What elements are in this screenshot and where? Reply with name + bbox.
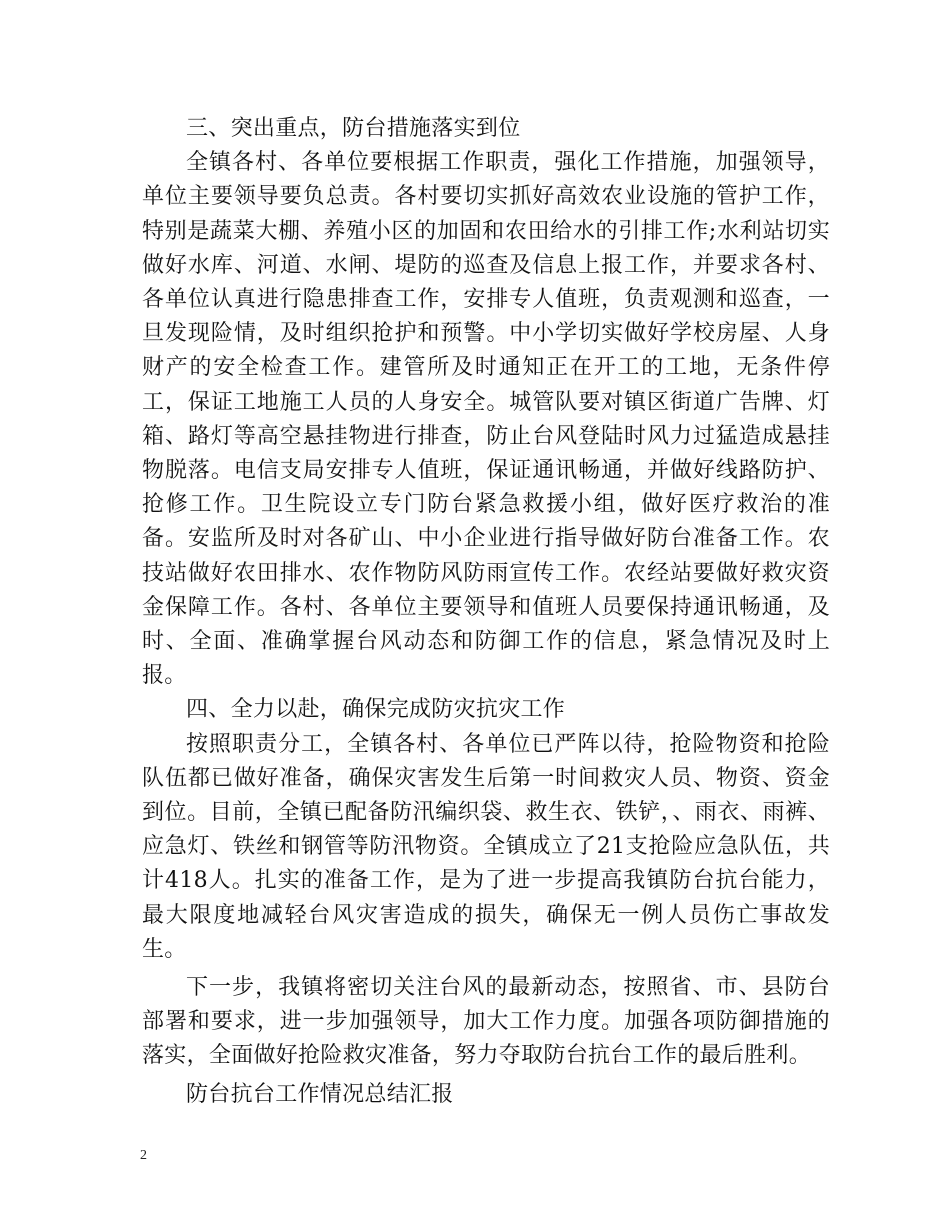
closing-title: 防台抗台工作情况总结汇报 (186, 1081, 454, 1107)
section-heading-four: 四、全力以赴，确保完成防灾抗灾工作 (186, 697, 566, 723)
body-paragraph-next-steps: 下一步，我镇将密切关注台风的最新动态，按照省、市、县防台部署和要求，进一步加强领导，加大工作力度。加强各项防御措施的落实，全面做好抢险救灾准备，努力夺取防台抗台工作的最后胜利。 (142, 975, 830, 1069)
body-paragraph-responsibilities: 全镇各村、各单位要根据工作职责，强化工作措施，加强领导，单位主要领导要负总责。各村要切实抓好高效农业设施的管护工作，特别是蔬菜大棚、养殖小区的加固和农田给水的引排工作;水利站切实做好水库、河道、水闸、堤防的巡查及信息上报工作，并要求各村、各单位认真进行隐患排查工作，安排专人值班，负责观测和巡查，一旦发现险情，及时组织抢护和预警。中小学切实做好学校房屋、人身财产的安全检查工作。建管所及时通知正在开工的工地，无条件停工，保证工地施工人员的人身安全。城管队要对镇区街道广告牌、灯箱、路灯等高空悬挂物进行排查，防止台风登陆时风力过猛造成悬挂物脱落。电信支局安排专人值班，保证通讯畅通，并做好线路防护、抢修工作。卫生院设立专门防台紧急救援小组，做好医疗救治的准备。安监所及时对各矿山、中小企业进行指导做好防台准备工作。农技站做好农田排水、农作物防风防雨宣传工作。农经站要做好救灾资金保障工作。各村、各单位主要领导和值班人员要保持通讯畅通，及时、全面、准确掌握台风动态和防御工作的信息，紧急情况及时上报。 (142, 150, 830, 689)
document-body (142, 112, 830, 1112)
section-heading-three: 三、突出重点，防台措施落实到位 (186, 116, 521, 141)
page-number: 2 (140, 1148, 147, 1163)
body-paragraph-preparations: 按照职责分工，全镇各村、各单位已严阵以待，抢险物资和抢险队伍都已做好准备，确保灾害发生后第一时间救灾人员、物资、资金到位。目前，全镇已配备防汛编织袋、救生衣、铁铲，、雨衣、雨裤、应急灯、铁丝和钢管等防汛物资。全镇成立了21支抢险应急队伍，共计418人。扎实的准备工作，是为了进一步提高我镇防台抗台能力，最大限度地减轻台风灾害造成的损失，确保无一例人员伤亡事故发生。 (142, 731, 830, 962)
